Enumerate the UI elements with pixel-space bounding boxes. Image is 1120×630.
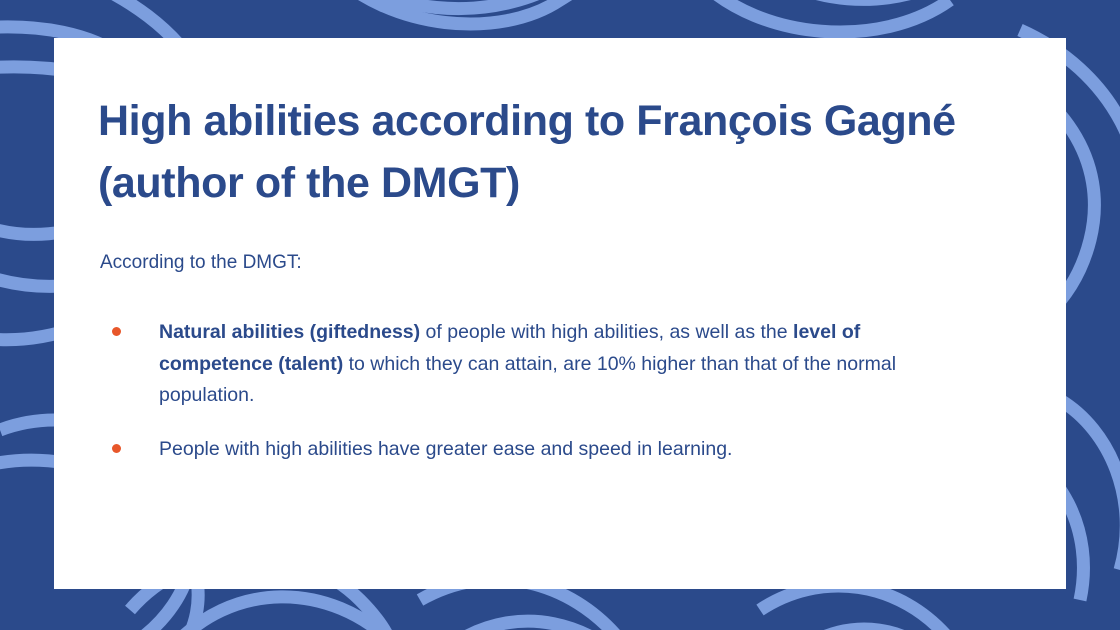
intro-text: According to the DMGT: (100, 251, 302, 273)
bullet-dot-icon (112, 444, 121, 453)
content-card (54, 38, 1066, 589)
list-item-text: Natural abilities (giftedness) of people with high abilities, as well as the level of competence (talent) to which they can attain, are 10% higher than that of the normal population. (159, 321, 897, 407)
bullet-list (112, 317, 1006, 465)
list-item (112, 317, 1006, 412)
bullet-dot-icon (112, 327, 121, 336)
list-item-text: People with high abilities have greater ease and speed in learning. (159, 437, 733, 460)
page-title: High abilities according to François Gagné (author of the DMGT) (98, 97, 956, 208)
list-item (112, 434, 1006, 466)
